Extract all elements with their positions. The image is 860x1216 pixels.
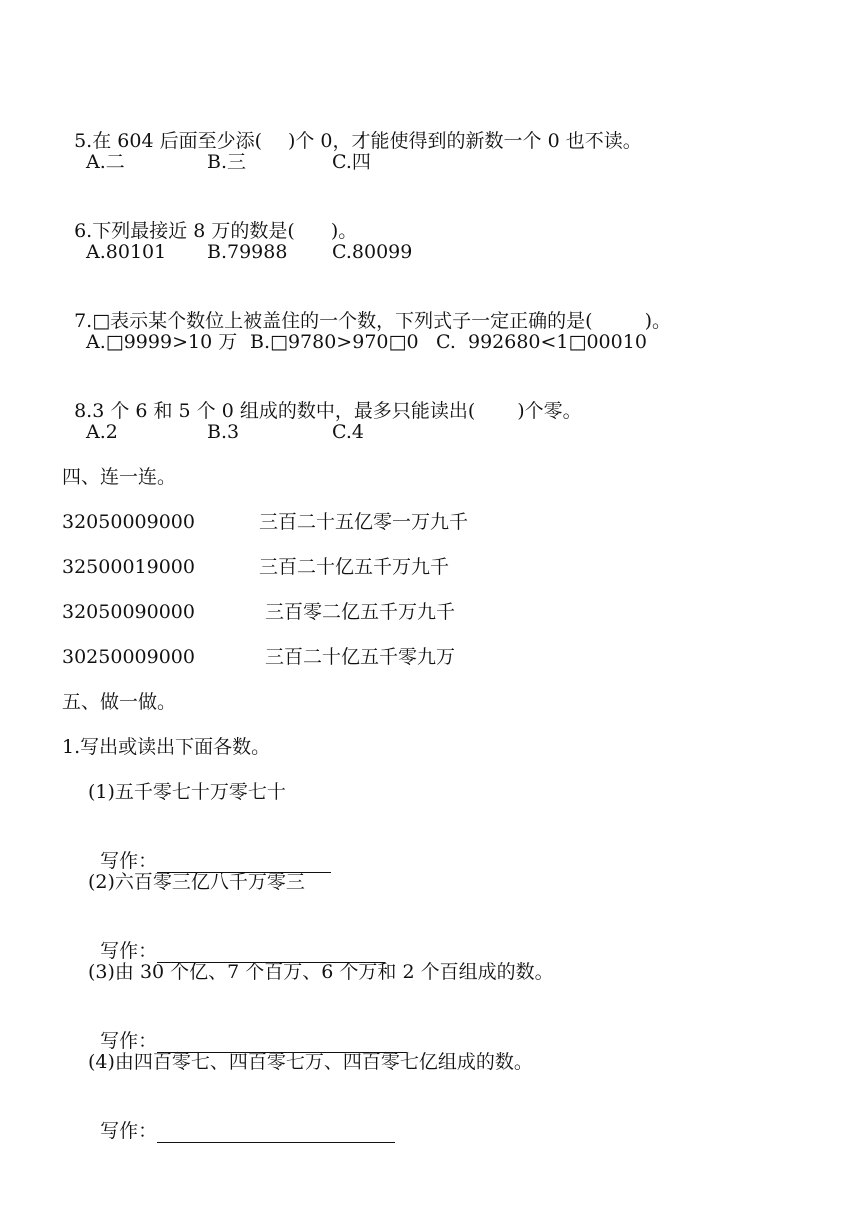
answer-label: 写作： [100, 940, 158, 962]
section-5-item-4-answer [88, 1095, 395, 1143]
section-5-question-1-title: 1.写出或读出下面各数。 [62, 736, 271, 758]
match-right-item-2[interactable]: 三百二十亿五千万九千 [259, 556, 450, 578]
question-7-prefix: 7.□表示某个数位上被盖住的一个数，下列式子一定正确的是( [74, 310, 593, 332]
question-6-prefix: 6.下列最接近 8 万的数是( [74, 220, 295, 242]
question-7-option-a[interactable]: A.□9999>10 万 [86, 331, 238, 353]
answer-label: 写作： [100, 1030, 158, 1052]
section-5-item-4-label: (4)由四百零七、四百零七万、四百零七亿组成的数。 [88, 1051, 533, 1073]
section-5-item-2-label: (2)六百零三亿八千万零三 [88, 871, 305, 893]
answer-label: 写作： [100, 850, 158, 872]
section-5-item-2-answer [88, 915, 385, 963]
question-7-suffix: )。 [644, 310, 672, 332]
question-6-option-a[interactable]: A.80101 [86, 241, 167, 263]
question-5-prefix: 5.在 604 后面至少添( [74, 130, 262, 152]
question-8-option-a[interactable]: A.2 [86, 421, 118, 443]
question-8-option-c[interactable]: C.4 [332, 421, 364, 443]
question-5 [62, 105, 642, 153]
question-7 [62, 285, 671, 333]
section-5-item-3-label: (3)由 30 个亿、7 个百万、6 个万和 2 个百组成的数。 [88, 961, 554, 983]
match-left-item-3[interactable]: 32050090000 [62, 601, 195, 623]
question-5-suffix: )个 0，才能使得到的新数一个 0 也不读。 [287, 130, 642, 152]
question-8-prefix: 8.3 个 6 和 5 个 0 组成的数中，最多只能读出( [74, 400, 476, 422]
section-5-item-1-answer [88, 825, 331, 873]
question-5-option-b[interactable]: B.三 [207, 151, 247, 173]
match-right-item-1[interactable]: 三百二十五亿零一万九千 [259, 511, 469, 533]
question-7-option-b[interactable]: B.□9780>970□0 [250, 331, 419, 353]
question-6-suffix: )。 [330, 220, 358, 242]
question-8-option-b[interactable]: B.3 [207, 421, 240, 443]
section-5-heading: 五、做一做。 [62, 691, 177, 713]
section-5-item-3-answer [88, 1005, 407, 1053]
question-5-option-c[interactable]: C.四 [332, 151, 371, 173]
match-left-item-4[interactable]: 30250009000 [62, 646, 195, 668]
question-6-option-b[interactable]: B.79988 [207, 241, 288, 263]
section-4-heading: 四、连一连。 [62, 466, 177, 488]
question-8 [62, 375, 582, 423]
match-left-item-2[interactable]: 32500019000 [62, 556, 195, 578]
question-8-suffix: )个零。 [517, 400, 582, 422]
answer-blank-4[interactable] [157, 1124, 395, 1143]
question-6 [62, 195, 357, 243]
question-5-option-a[interactable]: A.二 [86, 151, 125, 173]
match-right-item-4[interactable]: 三百二十亿五千零九万 [265, 646, 456, 668]
answer-label: 写作： [100, 1120, 158, 1142]
question-6-option-c[interactable]: C.80099 [332, 241, 413, 263]
section-5-item-1-label: (1)五千零七十万零七十 [88, 781, 286, 803]
question-7-option-c[interactable]: C. 992680<1□00010 [436, 331, 647, 353]
match-right-item-3[interactable]: 三百零二亿五千万九千 [265, 601, 456, 623]
match-left-item-1[interactable]: 32050009000 [62, 511, 195, 533]
